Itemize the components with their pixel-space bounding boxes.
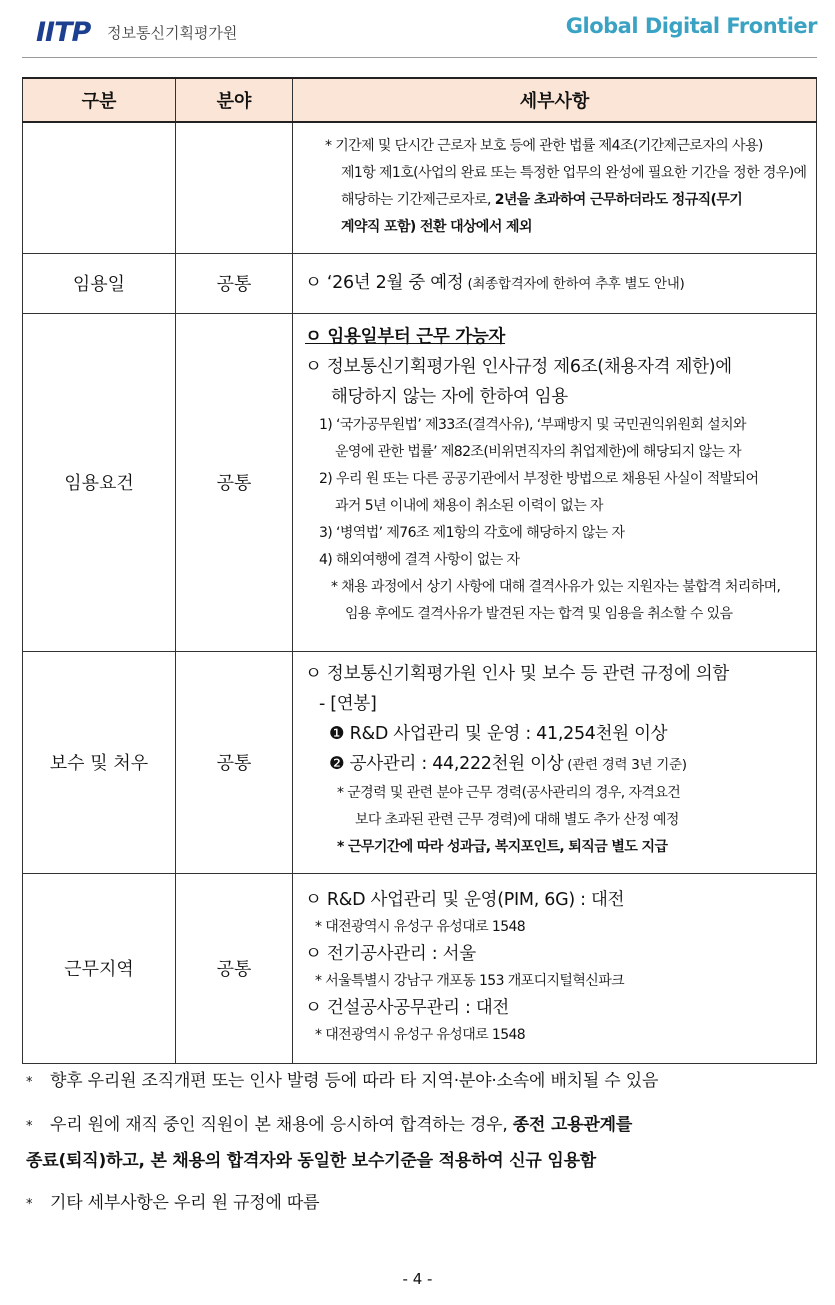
detail-line: ㅇ 정보통신기획평가원 인사 및 보수 등 관련 규정에 의함: [305, 663, 730, 684]
detail-note: (관련 경력 3년 기준): [563, 756, 687, 773]
detail-line: [305, 268, 808, 299]
field-cell: [176, 122, 293, 253]
detail-line: 해당하지 않는 자에 한하여 임용: [331, 386, 568, 407]
detail-line: * 기간제 및 단시간 근로자 보호 등에 관한 법률 제4조(기간제근로자의 사용): [325, 138, 763, 154]
slogan: Global Digital Frontier: [565, 14, 817, 38]
details-cell: [293, 253, 817, 313]
detail-text: 해당하는 기간제근로자로,: [341, 192, 495, 208]
asterisk-icon: *: [26, 1075, 33, 1090]
note-text: 기타 세부사항은 우리 원 규정에 따름: [50, 1193, 320, 1213]
detail-line: 4) 해외여행에 결격 사항이 없는 자: [319, 551, 520, 568]
detail-line: * 채용 과정에서 상기 사항에 대해 결격사유가 있는 지원자는 불합격 처리하며,: [331, 578, 781, 595]
details-cell: [293, 313, 817, 651]
table-row: [23, 651, 817, 873]
header-details: 세부사항: [293, 78, 817, 122]
category-cell: 임용일: [23, 253, 176, 313]
header-divider: [22, 57, 817, 58]
table-row: [23, 253, 817, 313]
detail-line: - [연봉]: [319, 693, 377, 714]
table-row: [23, 873, 817, 1063]
category-cell: 보수 및 처우: [23, 651, 176, 873]
detail-line: 보다 초과된 관련 근무 경력)에 대해 별도 추가 산정 예정: [355, 811, 679, 828]
detail-line: ㅇ 임용일부터 근무 가능자: [305, 326, 506, 347]
asterisk-icon: *: [26, 1197, 33, 1212]
details-cell: [293, 122, 817, 253]
detail-line: * 서울특별시 강남구 개포동 153 개포디지털혁신파크: [315, 972, 625, 989]
footer-notes: [26, 1064, 826, 1222]
note-item: [26, 1064, 826, 1100]
field-cell: 공통: [176, 253, 293, 313]
detail-line: [305, 187, 808, 214]
detail-note: (최종합격자에 한하여 추후 별도 안내): [463, 275, 685, 292]
detail-line: 과거 5년 이내에 채용이 취소된 이력이 없는 자: [335, 497, 603, 514]
detail-text: ❷ 공사관리 : 44,222천원 이상: [329, 753, 564, 774]
category-cell: [23, 122, 176, 253]
note-text: 우리 원에 재직 중인 직원이 본 채용에 응시하여 합격하는 경우,: [50, 1115, 513, 1135]
detail-text: ㅇ ‘26년 2월 중 예정: [305, 272, 464, 293]
detail-line: * 근무기간에 따라 성과급, 복지포인트, 퇴직금 별도 지급: [337, 838, 668, 855]
details-cell: [293, 873, 817, 1063]
detail-line: ㅇ 건설공사공무관리 : 대전: [305, 997, 510, 1018]
detail-line: ㅇ 정보통신기획평가원 인사규정 제6조(채용자격 제한)에: [305, 356, 732, 377]
category-cell: 근무지역: [23, 873, 176, 1063]
detail-line: * 대전광역시 유성구 유성대로 1548: [315, 918, 526, 935]
detail-line: 1) ‘국가공무원법’ 제33조(결격사유), ‘부패방지 및 국민권익위원회 설치와: [319, 416, 746, 433]
organization-name: 정보통신기획평가원: [107, 24, 238, 42]
detail-line: ㅇ 전기공사관리 : 서울: [305, 943, 476, 964]
note-item: [26, 1108, 826, 1144]
note-text-bold: 종료(퇴직)하고, 본 채용의 합격자와 동일한 보수기준을 적용하여 신규 임용함: [26, 1151, 597, 1171]
detail-line: 계약직 포함) 전환 대상에서 제외: [341, 219, 532, 235]
detail-line: 2) 우리 원 또는 다른 공공기관에서 부정한 방법으로 채용된 사실이 적발되어: [319, 470, 759, 487]
note-item-continued: [26, 1144, 826, 1178]
field-cell: 공통: [176, 873, 293, 1063]
detail-line: ㅇ R&D 사업관리 및 운영(PIM, 6G) : 대전: [305, 889, 625, 910]
field-cell: 공통: [176, 313, 293, 651]
table-row: [23, 122, 817, 253]
detail-line: 제1항 제1호(사업의 완료 또는 특정한 업무의 완성에 필요한 기간을 정한 경우)에: [341, 165, 807, 181]
detail-text-bold: 2년을 초과하여 근무하더라도 정규직(무기: [494, 192, 743, 208]
note-text-bold: 종전 고용관계를: [512, 1115, 633, 1135]
asterisk-icon: *: [26, 1119, 33, 1134]
detail-line: ❶ R&D 사업관리 및 운영 : 41,254천원 이상: [329, 723, 668, 744]
header-field: 분야: [176, 78, 293, 122]
table-header-row: [23, 78, 817, 122]
detail-line: 운영에 관한 법률’ 제82조(비위면직자의 취업제한)에 해당되지 않는 자: [335, 443, 742, 460]
detail-line: [305, 749, 808, 780]
table-row: [23, 313, 817, 651]
details-cell: [293, 651, 817, 873]
page-header: [0, 0, 835, 60]
iitp-logo: IITP: [36, 17, 91, 48]
page-number: - 4 -: [402, 1270, 433, 1288]
detail-line: 임용 후에도 결격사유가 발견된 자는 합격 및 임용을 취소할 수 있음: [345, 605, 733, 622]
note-text: 향후 우리원 조직개편 또는 인사 발령 등에 따라 타 지역·분야·소속에 배치될 수 있음: [50, 1071, 659, 1091]
details-table: [22, 77, 817, 1064]
field-cell: 공통: [176, 651, 293, 873]
note-item: [26, 1186, 826, 1222]
detail-line: * 군경력 및 관련 분야 근무 경력(공사관리의 경우, 자격요건: [337, 784, 681, 801]
detail-line: 3) ‘병역법’ 제76조 제1항의 각호에 해당하지 않는 자: [319, 524, 625, 541]
detail-line: * 대전광역시 유성구 유성대로 1548: [315, 1026, 526, 1043]
header-category: 구분: [23, 78, 176, 122]
category-cell: 임용요건: [23, 313, 176, 651]
